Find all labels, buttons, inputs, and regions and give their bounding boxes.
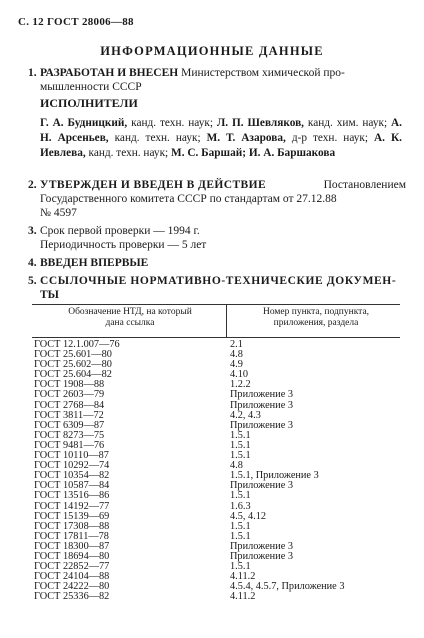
table-cell-ref: 1.5.1: [230, 520, 251, 532]
table-cell-ref: Приложение 3: [230, 399, 293, 411]
table-cell-doc: ГОСТ 9481—76: [34, 439, 105, 451]
table-cell-doc: ГОСТ 2603—79: [34, 389, 105, 401]
section-3: [28, 224, 406, 252]
table-cell-doc: ГОСТ 2768—84: [34, 399, 105, 411]
section-5-number: 5.: [28, 275, 37, 287]
table-cell-ref: 4.8: [230, 460, 243, 472]
performer-name: А. Н. Арсеньев,: [40, 117, 402, 144]
table-cell-ref: 1.6.3: [230, 500, 251, 512]
table-cell-ref: 4.9: [230, 359, 243, 371]
table-cell-ref: 4.5.4, 4.5.7, Приложение 3: [230, 581, 345, 593]
table-header-col1-line1: Обозначение НТД, на который: [68, 307, 192, 317]
performer-name: Г. А. Будницкий,: [40, 117, 128, 129]
table-cell-doc: ГОСТ 18300—87: [34, 540, 110, 552]
table-header-col2-line1: Номер пункта, подпункта,: [262, 307, 370, 317]
table-cell-doc: ГОСТ 10110—87: [34, 450, 109, 462]
table-cell-doc: ГОСТ 17308—88: [34, 520, 110, 532]
table-cell-doc: ГОСТ 25.601—80: [34, 349, 112, 361]
section-2-number: 2.: [28, 179, 37, 191]
table-cell-ref: 1.2.2: [230, 379, 251, 391]
table-header-col2: [232, 307, 400, 329]
table-row: [34, 592, 404, 602]
section-1: [28, 66, 406, 94]
table-row: [34, 491, 404, 501]
table-cell-doc: ГОСТ 25336—82: [34, 591, 110, 603]
section-1-number: 1.: [28, 67, 37, 79]
table-cell-doc: ГОСТ 25.604—82: [34, 369, 112, 381]
performers-list: [40, 116, 402, 161]
table-cell-doc: ГОСТ 17811—78: [34, 530, 109, 542]
table-cell-ref: 4.11.2: [230, 571, 256, 583]
table-header-col1: [40, 307, 220, 329]
performer-name: А. К. Иевлева,: [40, 132, 402, 159]
performer-degree: канд.: [307, 117, 333, 129]
table-cell-ref: 1.5.1: [230, 450, 251, 462]
performer-name: М. Т. Азарова,: [206, 132, 286, 144]
table-cell-ref: 4.11.2: [230, 591, 256, 603]
table-cell-ref: 1.5.1: [230, 439, 251, 451]
table-cell-doc: ГОСТ 25.602—80: [34, 359, 112, 371]
section-4: [28, 256, 406, 270]
table-cell-doc: ГОСТ 13516—86: [34, 490, 110, 502]
table-header-col2-line2: приложения, раздела: [273, 318, 359, 328]
section-5-line2: ТЫ: [40, 289, 59, 301]
table-cell-doc: ГОСТ 10354—82: [34, 470, 110, 482]
table-cell-ref: Приложение 3: [230, 550, 293, 562]
table-cell-ref: Приложение 3: [230, 540, 293, 552]
table-cell-doc: ГОСТ 24222—80: [34, 581, 110, 593]
section-2-lead: УТВЕРЖДЕН И ВВЕДЕН В ДЕЙСТВИЕ: [40, 179, 267, 191]
section-5-line1: ССЫЛОЧНЫЕ НОРМАТИВНО-ТЕХНИЧЕСКИЕ ДОКУМЕН-: [40, 275, 397, 287]
page-title: ИНФОРМАЦИОННЫЕ ДАННЫЕ: [100, 44, 324, 58]
section-1-lead: РАЗРАБОТАН И ВНЕСЕН: [40, 67, 179, 79]
table-cell-ref: 1.5.1: [230, 530, 251, 542]
section-2-line1-rest: Постановлением: [323, 179, 406, 191]
running-head: С. 12 ГОСТ 28006—88: [18, 16, 134, 28]
performer-degree: канд. техн. наук;: [114, 132, 201, 144]
table-cell-ref: 4.5, 4.12: [230, 510, 267, 522]
table-cell-doc: ГОСТ 6309—87: [34, 419, 105, 431]
section-2-line3: № 4597: [40, 207, 77, 219]
section-2: [28, 178, 406, 220]
performer-name: Л. П. Шевляков,: [216, 117, 304, 129]
table-header-rule: [32, 337, 400, 338]
table-cell-doc: ГОСТ 15139—69: [34, 510, 110, 522]
table-cell-ref: 1.5.1: [230, 561, 251, 573]
table-header-col1-line2: дана ссылка: [105, 318, 155, 328]
table-cell-ref: 4.2, 4.3: [230, 409, 261, 421]
table-cell-ref: 1.5.1: [230, 490, 251, 502]
section-4-number: 4.: [28, 257, 37, 269]
table-cell-ref: 2.1: [230, 339, 243, 350]
table-cell-doc: ГОСТ 14192—77: [34, 500, 110, 512]
section-3-line2: Периодичность проверки — 5 лет: [40, 239, 207, 251]
table-cell-ref: Приложение 3: [230, 419, 293, 431]
performer-degree: канд. техн. наук;: [88, 147, 169, 159]
section-2-line2: Государственного комитета СССР по стандартам от 27.12.88: [40, 193, 337, 205]
table-cell-doc: ГОСТ 10292—74: [34, 460, 110, 472]
section-4-text: ВВЕДЕН ВПЕРВЫЕ: [40, 257, 149, 269]
performer-degree: хим. наук;: [336, 117, 388, 129]
table-cell-ref: 1.5.1: [230, 429, 251, 441]
section-3-line1: Срок первой проверки — 1994 г.: [40, 225, 200, 237]
table-cell-ref: Приложение 3: [230, 389, 293, 401]
table-cell-ref: 4.10: [230, 369, 249, 381]
table-cell-doc: ГОСТ 12.1.007—76: [34, 339, 120, 350]
table-column-divider: [226, 304, 227, 337]
table-cell-doc: ГОСТ 1908—88: [34, 379, 105, 391]
performers-heading: ИСПОЛНИТЕЛИ: [40, 96, 138, 110]
table-cell-ref: 4.8: [230, 349, 243, 361]
reference-table: [34, 340, 404, 602]
table-cell-doc: ГОСТ 3811—72: [34, 409, 104, 421]
section-1-text-line1: Министерством химической про-: [181, 67, 345, 79]
section-5: [28, 274, 406, 302]
table-cell-ref: 1.5.1, Приложение 3: [230, 470, 319, 482]
table-cell-ref: Приложение 3: [230, 480, 293, 492]
table-cell-doc: ГОСТ 10587—84: [34, 480, 110, 492]
section-1-text-line2: мышленности СССР: [40, 81, 142, 93]
performer-degree: д-р техн. наук;: [291, 132, 369, 144]
table-cell-doc: ГОСТ 24104—88: [34, 571, 110, 583]
table-top-rule: [32, 304, 400, 305]
performer-name: М. С. Баршай;: [171, 147, 247, 159]
table-cell-doc: ГОСТ 18694—80: [34, 550, 110, 562]
performer-degree: канд. техн. наук;: [131, 117, 213, 129]
table-cell-doc: ГОСТ 22852—77: [34, 561, 110, 573]
section-3-number: 3.: [28, 225, 37, 237]
performer-name: И. А. Баршакова: [248, 147, 336, 159]
table-cell-doc: ГОСТ 8273—75: [34, 429, 105, 441]
